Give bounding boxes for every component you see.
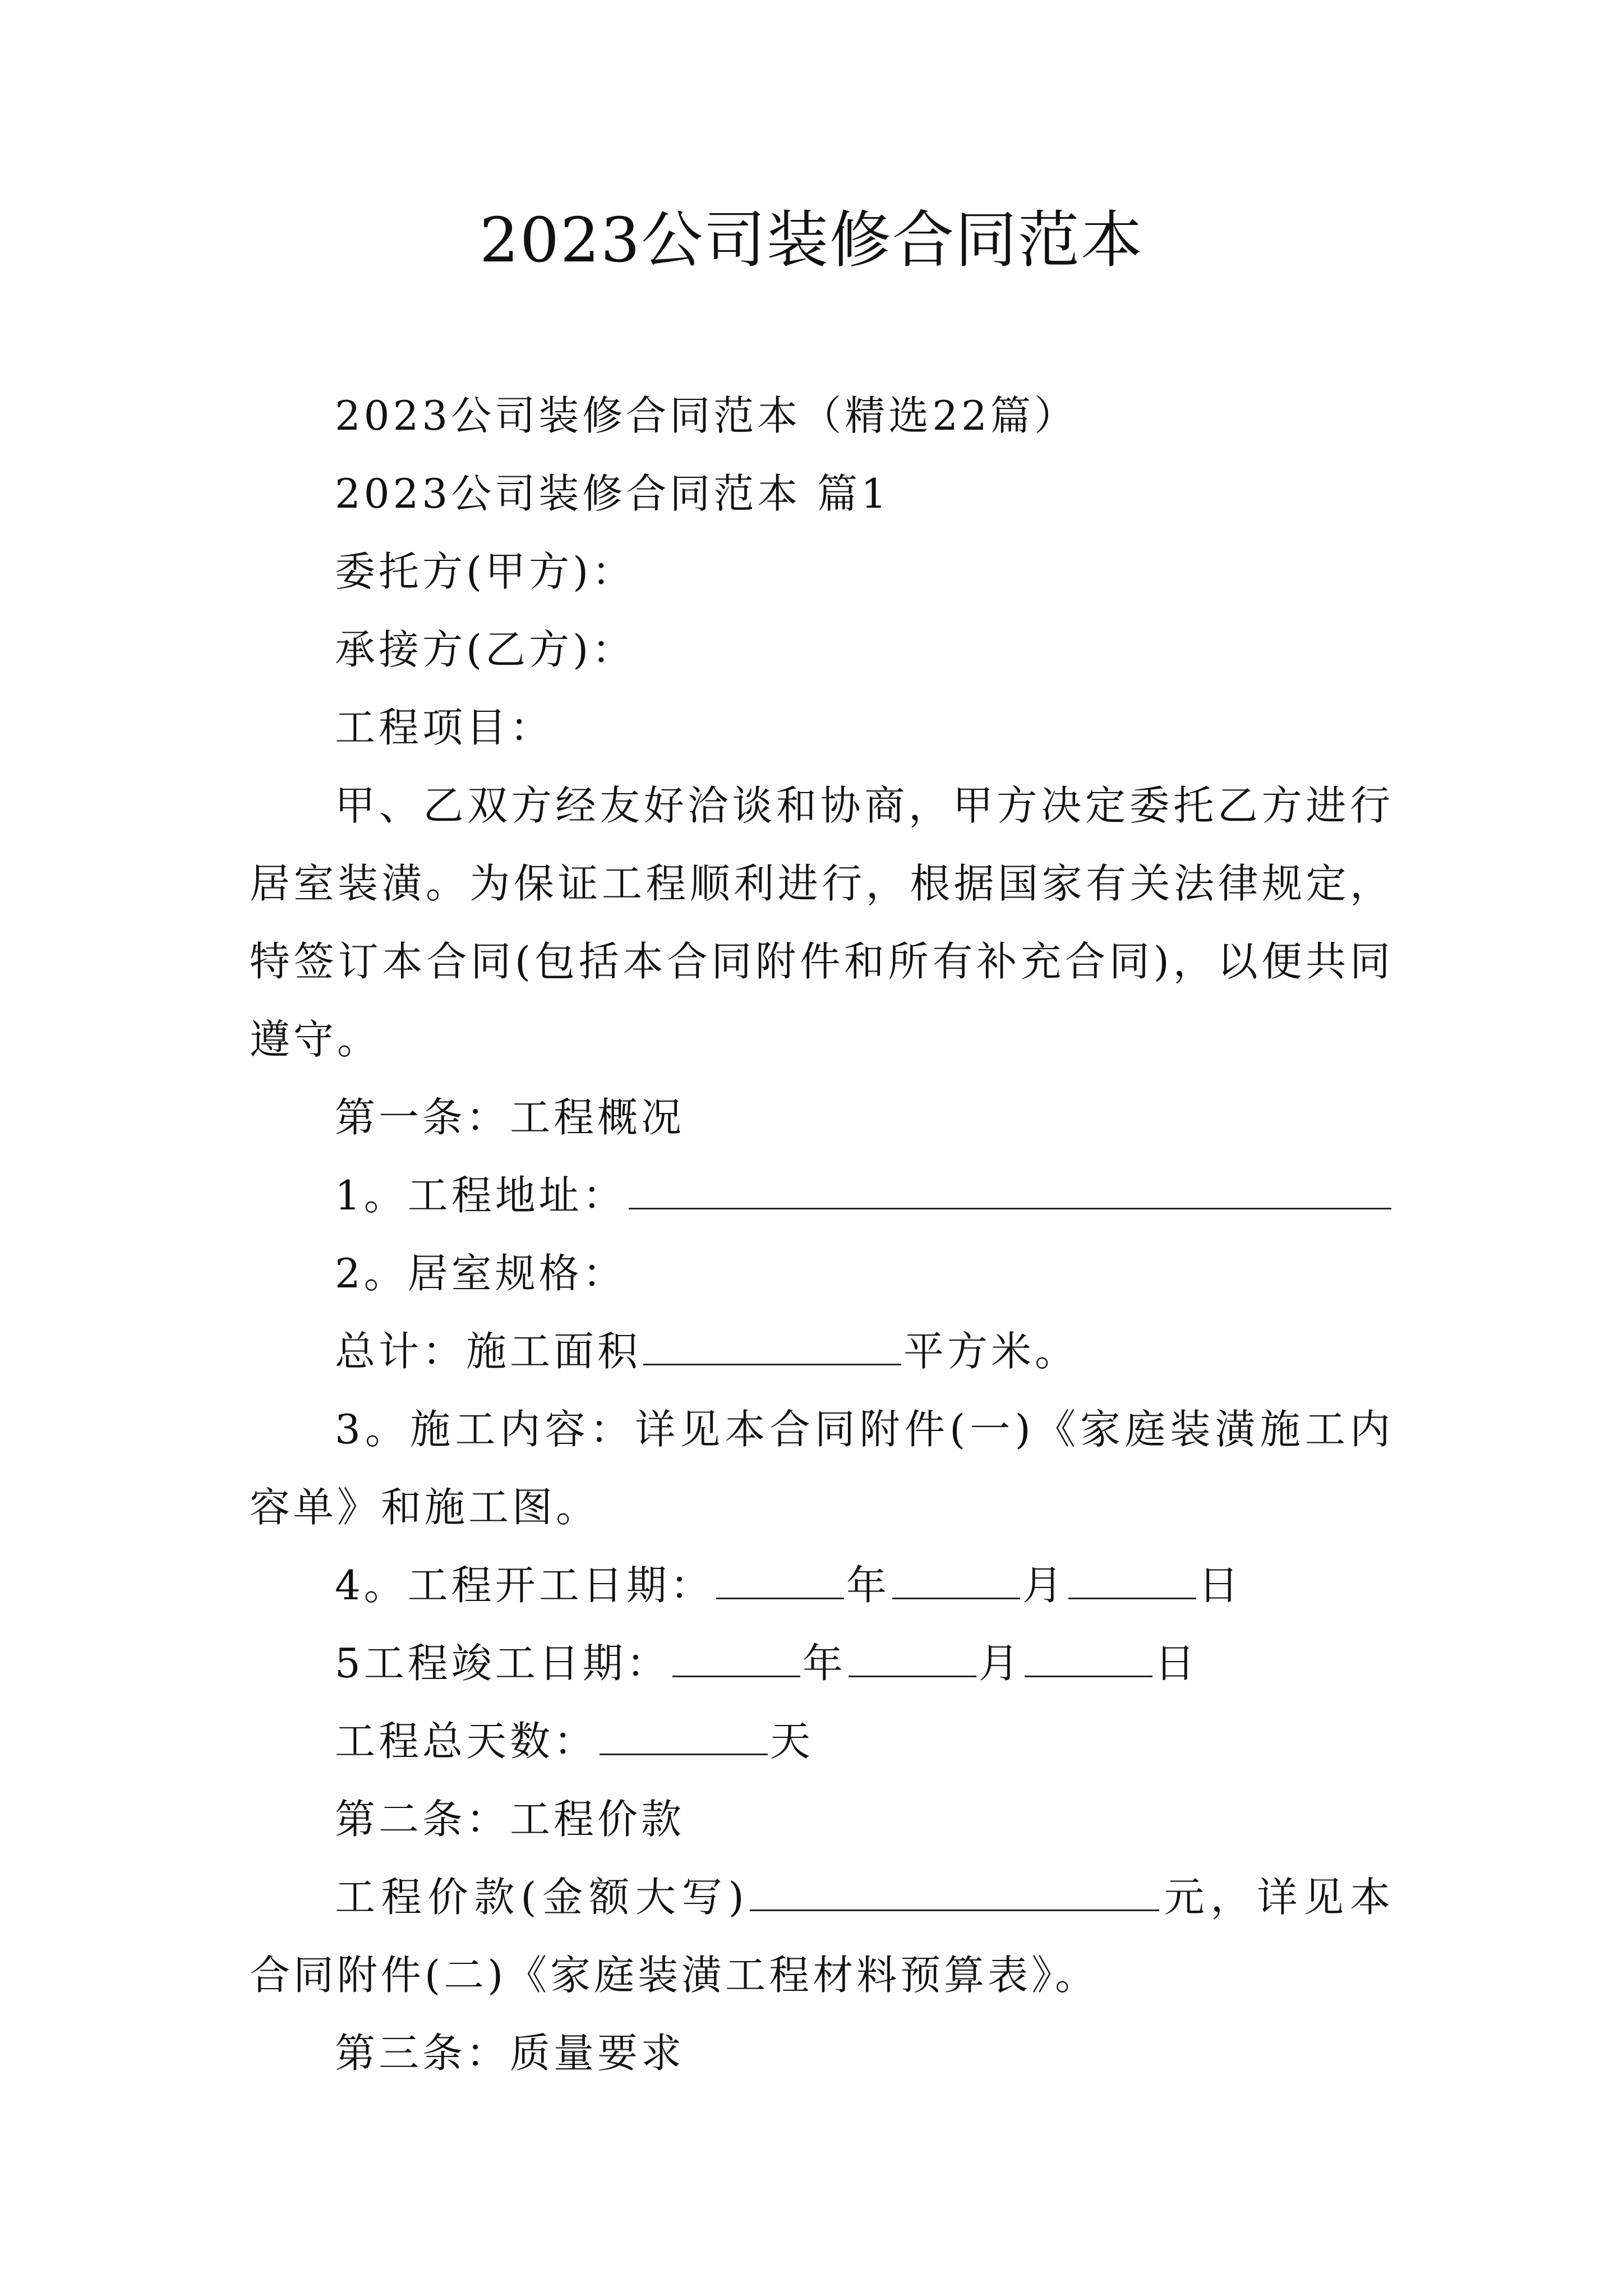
article-1-heading: 第一条：工程概况	[335, 1094, 685, 1141]
total-days-blank[interactable]	[600, 1714, 768, 1755]
start-month-unit: 月	[1022, 1562, 1066, 1609]
total-days-label: 工程总天数：	[335, 1718, 598, 1765]
party-a-line: 委托方(甲方)：	[335, 548, 636, 595]
end-year-blank[interactable]	[672, 1636, 800, 1677]
room-spec-line: 2。居室规格：	[335, 1250, 626, 1297]
total-days-line	[250, 1703, 1394, 1780]
project-line: 工程项目：	[335, 704, 554, 751]
party-b-line: 承接方(乙方)：	[335, 626, 636, 673]
address-blank[interactable]	[629, 1168, 1391, 1209]
end-month-blank[interactable]	[849, 1636, 976, 1677]
start-month-blank[interactable]	[892, 1558, 1020, 1599]
address-line	[250, 1157, 1394, 1235]
end-day-blank[interactable]	[1025, 1636, 1152, 1677]
article-2-heading: 第二条：工程价款	[335, 1796, 685, 1843]
start-day-unit: 日	[1198, 1562, 1242, 1609]
construction-content-paragraph: 3。施工内容：详见本合同附件(一)《家庭装潢施工内容单》和施工图。	[250, 1406, 1394, 1531]
area-unit: 平方米。	[903, 1328, 1079, 1375]
price-blank[interactable]	[750, 1870, 1159, 1911]
area-label: 总计：施工面积	[335, 1328, 642, 1375]
area-line	[250, 1313, 1394, 1391]
start-date-label: 4。工程开工日期：	[335, 1562, 714, 1609]
intro-paragraph: 甲、乙双方经友好洽谈和协商，甲方决定委托乙方进行居室装潢。为保证工程顺利进行，根据国家有关法律规定，特签订本合同(包括本合同附件和所有补充合同)，以便共同遵守。	[250, 782, 1394, 1063]
start-date-line	[250, 1547, 1394, 1625]
article-3-heading: 第三条：质量要求	[335, 2030, 685, 2077]
end-date-line	[250, 1625, 1394, 1703]
document-body	[250, 377, 1394, 2092]
section-heading: 2023公司装修合同范本 篇1	[335, 470, 890, 517]
end-date-label: 5工程竣工日期：	[335, 1640, 670, 1687]
address-label: 1。工程地址：	[335, 1172, 626, 1219]
end-year-unit: 年	[802, 1640, 846, 1687]
price-rest: 元，详见本合同附件(二)《家庭装潢工程材料预算表》。	[250, 1874, 1394, 1999]
start-year-unit: 年	[846, 1562, 890, 1609]
total-days-unit: 天	[770, 1718, 814, 1765]
end-month-unit: 月	[978, 1640, 1022, 1687]
start-year-blank[interactable]	[716, 1558, 844, 1599]
subtitle: 2023公司装修合同范本（精选22篇）	[335, 392, 1078, 439]
start-day-blank[interactable]	[1068, 1558, 1196, 1599]
price-paragraph	[250, 1858, 1394, 2014]
area-blank[interactable]	[643, 1324, 901, 1365]
end-day-unit: 日	[1154, 1640, 1198, 1687]
document-title: 2023公司装修合同范本	[479, 204, 1144, 276]
price-label: 工程价款(金额大写)	[335, 1874, 748, 1921]
